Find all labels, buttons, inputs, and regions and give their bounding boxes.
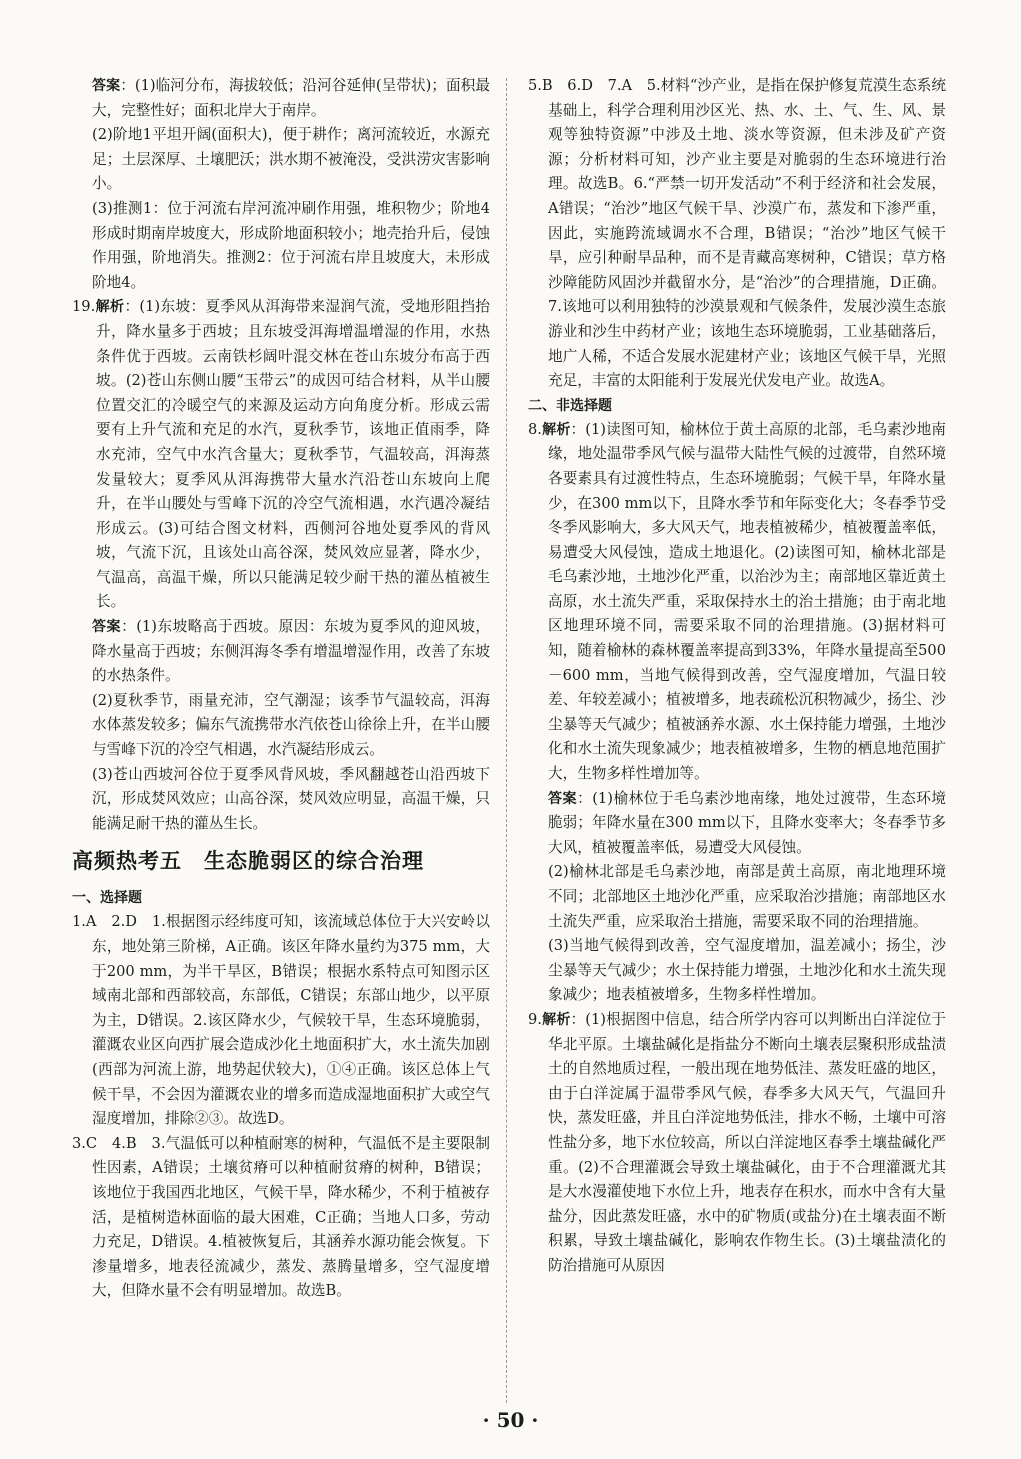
answer-text: (2)夏秋季节，雨量充沛，空气潮湿；该季节气温较高，洱海水体蒸发较多；偏东气流携带水汽依苍山徐徐上升，在半山腰与雪峰下沉的冷空气相遇，水汽凝结形成云。 [92, 691, 490, 759]
question-number: 8. [528, 420, 542, 438]
question-number: 19. [72, 298, 96, 316]
left-column [72, 74, 490, 1304]
right-column [528, 74, 946, 1279]
answer-text: (2)阶地1平坦开阔(面积大)，便于耕作；离河流较近，水源充足；土层深厚、土壤肥沃；洪水期不被淹没，受洪涝灾害影响小。 [92, 126, 490, 193]
answer-text: ：(1)东坡略高于西坡。原因：东坡为夏季风的迎风坡，降水量高于西坡；东侧洱海冬季有增温增湿作用，改善了东坡的水热条件。 [92, 618, 490, 685]
subsection-heading: 一、选择题 [72, 890, 142, 907]
column-divider [506, 78, 507, 1403]
question-19-answer [72, 615, 490, 689]
page-number: · 50 · [482, 1408, 539, 1432]
analysis-label: 解析 [95, 299, 125, 316]
answer-text: ：(1)临河分布，海拔较低；沿河谷延伸(呈带状)；面积最大，完整性好；面积北岸大于南岸。 [92, 77, 491, 119]
analysis-text: ：(1)根据图中信息，结合所学内容可以判断出白洋淀位于华北平原。土壤盐碱化是指盐分不断向土壤表层聚积形成盐渍土的自然地质过程，一般出现在地势低洼、蒸发旺盛的地区，由于白洋淀属于温带季风气候，春季多大风天气，气温回升快，蒸发旺盛，并且白洋淀地势低洼，排水不畅，土壤中可溶性盐分多，地下水位较高，所以白洋淀地区春季土壤盐碱化严重。(2)不合理灌溉会导致土壤盐碱化，由于不合理灌溉尤其是大水漫灌使地下水位上升，地表存在积水，而水中含有大量盐分，因此蒸发旺盛，水中的矿物质(或盐分)在土壤表面不断积累，导致土壤盐碱化，影响农作物生长。(3)土壤盐渍化的防治措施可从原因 [548, 1010, 946, 1274]
analysis-text: ：(1)读图可知，榆林位于黄土高原的北部，毛乌素沙地南缘，地处温带季风气候与温带大陆性气候的过渡带，自然环境各要素具有过渡性特点，生态环境脆弱；气候干旱，年降水量少，在300 mm以下，且降水季节和年际变化大；冬春季节受冬季风影响大，多大风天气，地表植被稀少，植被覆盖率低，易遭受大风侵蚀，造成土地退化。(2)读图可知，榆林北部是毛乌素沙地，土地沙化严重，以治沙为主；南部地区靠近黄土高原，水土流失严重，采取保持水土的治土措施；由于南北地区地理环境不同，需要采取不同的治理措施。(3)据材料可知，随着榆林的森林覆盖率提高到33%，年降水量提高至500－600 mm，当地气候得到改善，空气湿度增加，气温日较差、年较差减小；植被增多，地表疏松沉积物减少，扬尘、沙尘暴等天气减少；植被涵养水源、水土保持能力增强，土地沙化和水土流失现象减少；地表植被增多，生物的栖息地范围扩大，生物多样性增加等。 [548, 420, 946, 783]
answer-label: 答案 [92, 619, 122, 636]
answer-text: (3)推测1：位于河流右岸河流冲刷作用强，堆积物少；阶地4形成时期南岸坡度大，形成阶地面积较小；地壳抬升后，侵蚀作用强，阶地消失。推测2：位于河流右岸且坡度大，未形成阶地4。 [92, 199, 490, 291]
question-19-analysis [72, 295, 490, 615]
questions-5-7: 5.B 6.D 7.A 5.材料“沙产业，是指在保护修复荒漠生态系统基础上，科学合理利用沙区光、热、水、土、气、生、风、景观等独特资源”中涉及土地、淡水等资源，但未涉及矿产资源；分析材料可知，沙产业主要是对脆弱的生态环境进行治理。故选B。6.“严禁一切开发活动”不利于经济和社会发展，A错误；“治沙”地区气候干旱、沙漠广布，蒸发和下渗严重，因此，实施跨流域调水不合理，B错误；“治沙”地区气候干旱，应引种耐旱品种，而不是青藏高寒树种，C错误；草方格沙障能防风固沙并截留水分，是“治沙”的合理措施，D正确。7.该地可以利用独特的沙漠景观和气候条件，发展沙漠生态旅游业和沙生中药材产业；该地生态环境脆弱，工业基础落后，地广人稀，不适合发展水泥建材产业；该地区气候干旱，光照充足，丰富的太阳能利于发展光伏发电产业。故选A。 [528, 77, 946, 390]
answer-label: 答案 [92, 78, 121, 94]
answer-block [72, 74, 490, 123]
question-8-answer [528, 787, 946, 861]
questions-3-4: 3.C 4.B 3.气温低可以种植耐寒的树种，气温低不是主要限制性因素，A错误；土壤贫瘠可以种植耐贫瘠的树种，B错误；该地位于我国西北地区，气候干旱，降水稀少，不利于植被存活，是植树造林面临的最大困难，C正确；当地人口多，劳动力充足，D错误。4.植被恢复后，其涵养水源功能会恢复。下渗量增多，地表径流减少，蒸发、蒸腾量增多，空气湿度增大，但降水量不会有明显增加。故选B。 [72, 1134, 490, 1300]
section-title: 高频热考五 生态脆弱区的综合治理 [72, 849, 424, 874]
analysis-text: ：(1)东坡：夏季风从洱海带来湿润气流，受地形阻挡抬升，降水量多于西坡；且东坡受洱海增温增湿的作用，水热条件优于西坡。云南铁杉阔叶混交林在苍山东坡分布高于西坡。(2)苍山东侧山腰“玉带云”的成因可结合材料，从半山腰位置交汇的冷暖空气的来源及运动方向角度分析。形成云需要有上升气流和充足的水汽，夏秋季节，该地正值雨季，降水充沛，空气中水汽含量大；夏秋季节，气温较高，洱海蒸发量较大；夏季风从洱海携带大量水汽沿苍山东坡向上爬升，在半山腰处与雪峰下沉的冷空气流相遇，水汽遇冷凝结形成云。(3)可结合图文材料，西侧河谷地处夏季风的背风坡，气流下沉，且该处山高谷深，焚风效应显著，降水少，气温高，高温干燥，所以只能满足较少耐干热的灌丛植被生长。 [96, 298, 491, 611]
answer-text: (2)榆林北部是毛乌素沙地，南部是黄土高原，南北地理环境不同；北部地区土地沙化严重，应采取治沙措施；南部地区水土流失严重，应采取治土措施，需要采取不同的治理措施。 [548, 863, 946, 930]
question-8-analysis [528, 418, 946, 787]
question-number: 9. [528, 1010, 542, 1028]
analysis-label: 解析 [541, 421, 571, 438]
answer-text: (3)苍山西坡河谷位于夏季风背风坡，季风翻越苍山沿西坡下沉，形成焚风效应；山高谷深，焚风效应明显，高温干燥，只能满足耐干热的灌丛生长。 [92, 765, 490, 832]
questions-1-2: 1.A 2.D 1.根据图示经纬度可知，该流域总体位于大兴安岭以东，地处第三阶梯，A正确。该区年降水量约为375 mm，大于200 mm，为半干旱区，B错误；根据水系特点可知图示区域南北部和西部较高，东部低，C错误；东部山地少，以平原为主，D错误。2.该区降水少，气候较干旱，生态环境脆弱，灌溉农业区向西扩展会造成沙化土地面积扩大，水土流失加剧(西部为河流上游，地势起伏较大)，①④正确。该区总体上气候干旱，不会因为灌溉农业的增多而造成湿地面积扩大或空气湿度增加，排除②③。故选D。 [72, 913, 490, 1128]
subsection-heading: 二、非选择题 [528, 397, 612, 414]
answer-text: (3)当地气候得到改善，空气湿度增加，温差减小；扬尘，沙尘暴等天气减少；水土保持能力增强，土地沙化和水土流失现象减少；地表植被增多，生物多样性增加。 [548, 937, 946, 1004]
question-9-analysis [528, 1008, 946, 1279]
answer-label: 答案 [548, 790, 578, 807]
answer-text: ：(1)榆林位于毛乌素沙地南缘，地处过渡带，生态环境脆弱；年降水量在300 mm以下，且降水变率大；冬春季节多大风，植被覆盖率低，易遭受大风侵蚀。 [548, 789, 946, 856]
analysis-label: 解析 [541, 1011, 571, 1028]
